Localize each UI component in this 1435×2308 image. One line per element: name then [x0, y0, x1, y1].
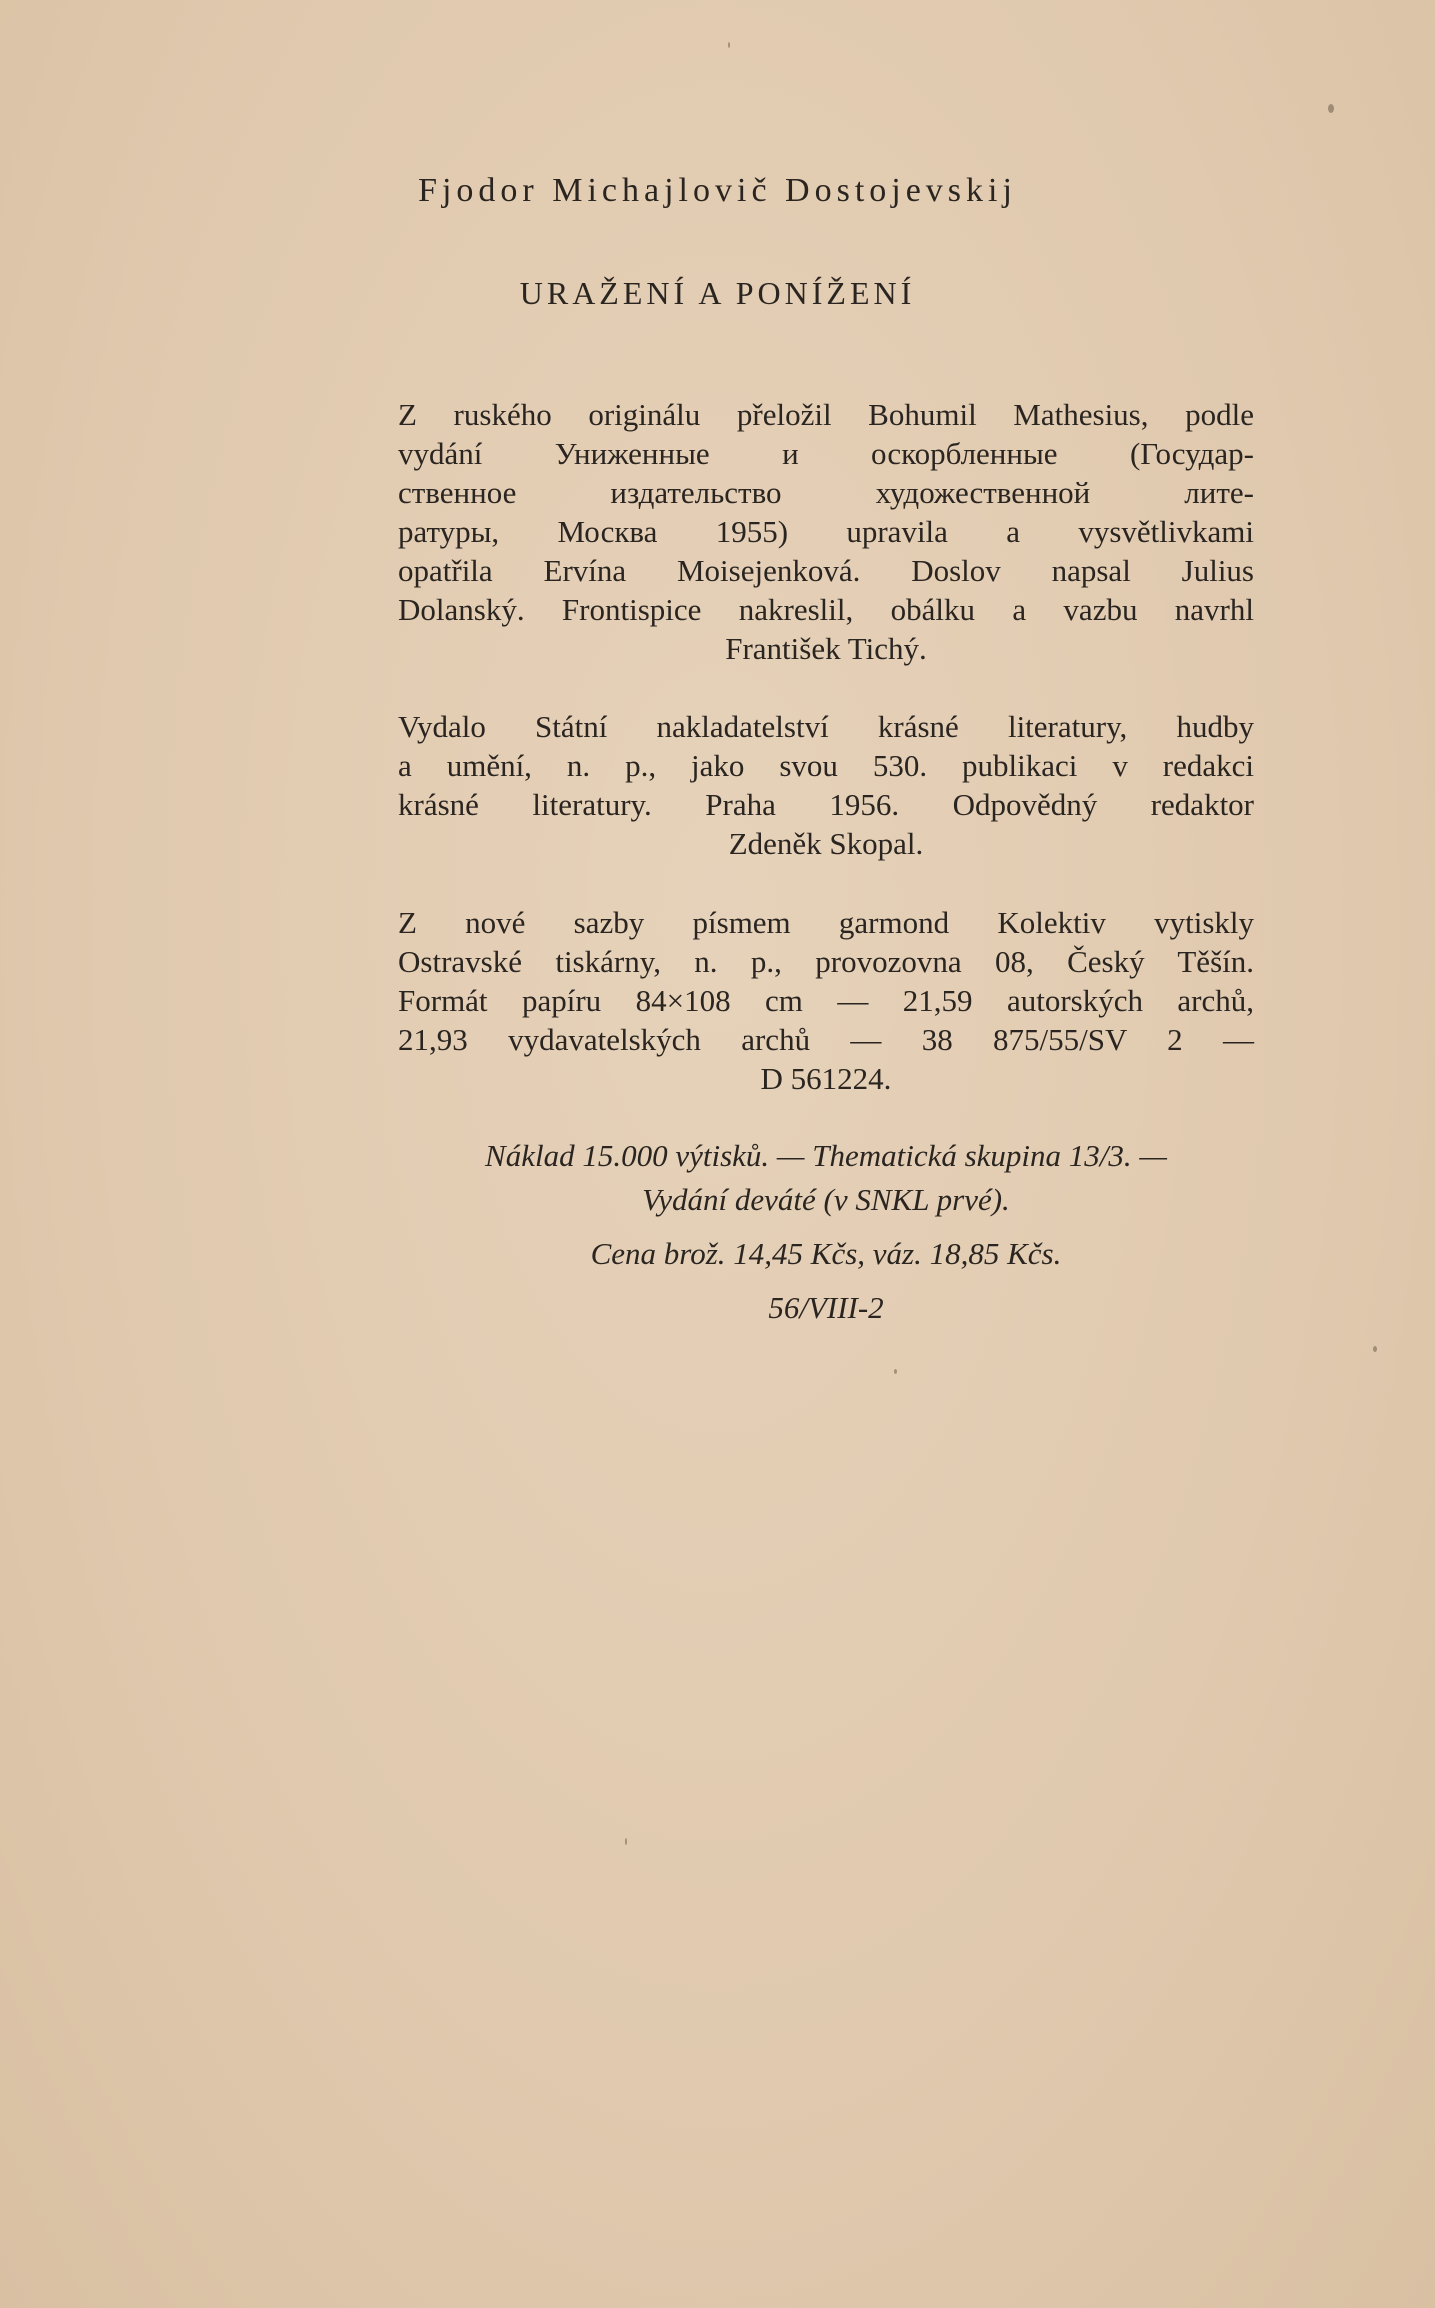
credits-last-line: František Tichý. [725, 631, 927, 666]
publisher-paragraph [398, 707, 1254, 863]
printing-line: Ostravské tiskárny, n. p., provozovna 08, Český Těšín. [398, 944, 1254, 979]
printing-paragraph [398, 903, 1254, 1098]
edition-number: Vydání deváté (v SNKL prvé). [642, 1182, 1010, 1217]
author-name: Fjodor Michajlovič Dostojevskij [418, 172, 1017, 209]
paper-speck [625, 1838, 627, 1845]
edition-print-run: Náklad 15.000 výtisků. — Thematická skupina 13/3. — [485, 1138, 1167, 1173]
edition-price: Cena brož. 14,45 Kčs, váz. 18,85 Kčs. [590, 1236, 1062, 1271]
publisher-line: Vydalo Státní nakladatelství krásné literatury, hudby [398, 709, 1254, 744]
publisher-line: a umění, n. p., jako svou 530. publikaci v redakci [398, 748, 1254, 783]
book-title: URAŽENÍ A PONÍŽENÍ [519, 275, 916, 311]
edition-code: 56/VIII-2 [768, 1290, 884, 1325]
printing-last-line: D 561224. [760, 1061, 892, 1096]
paper-speck [894, 1369, 897, 1374]
publisher-last-line: Zdeněk Skopal. [728, 826, 924, 861]
credits-line: Dolanský. Frontispice nakreslil, obálku a vazbu navrhl [398, 592, 1254, 627]
credits-line: opatřila Ervína Moisejenková. Doslov napsal Julius [398, 553, 1254, 588]
credits-line: ственное издательство художественной лите- [398, 475, 1254, 510]
printing-line: 21,93 vydavatelských archů — 38 875/55/SV 2 — [398, 1022, 1254, 1057]
printing-line: Z nové sazby písmem garmond Kolektiv vytiskly [398, 905, 1254, 940]
credits-line: ратуры, Москва 1955) upravila a vysvětlivkami [398, 514, 1254, 549]
publisher-line: krásné literatury. Praha 1956. Odpovědný redaktor [398, 787, 1254, 822]
credits-line: vydání Униженные и оскорбленные (Государ- [398, 436, 1254, 471]
printing-line: Formát papíru 84×108 cm — 21,59 autorských archů, [398, 983, 1254, 1018]
paper-speck [1373, 1346, 1377, 1352]
credits-paragraph [398, 395, 1254, 668]
paper-speck [728, 42, 730, 48]
paper-speck [1328, 104, 1334, 113]
edition-info [398, 1134, 1254, 1330]
credits-line: Z ruského originálu přeložil Bohumil Mathesius, podle [398, 397, 1254, 432]
